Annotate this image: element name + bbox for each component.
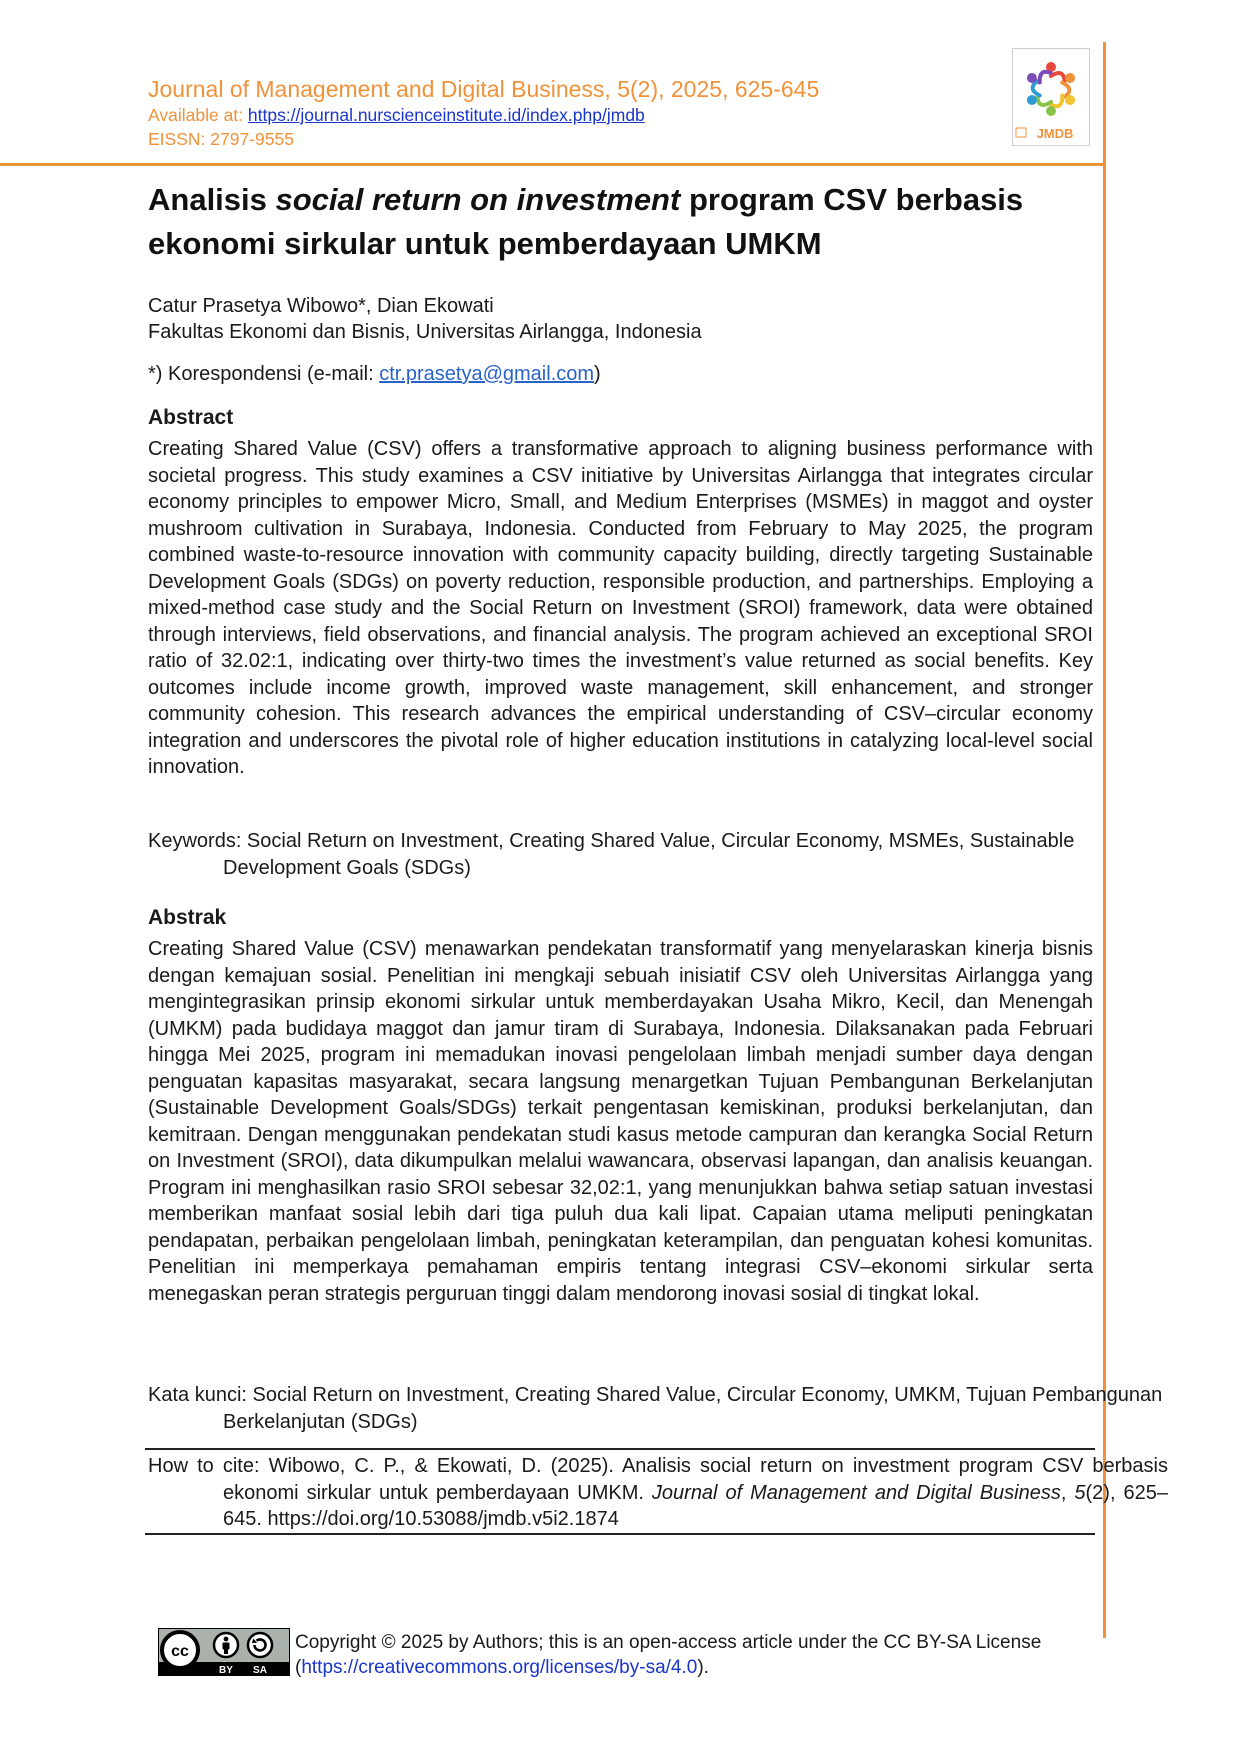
- license-text-2: ).: [697, 1657, 709, 1678]
- journal-logo: [1012, 48, 1090, 146]
- available-label: Available at:: [148, 105, 248, 125]
- logo-figure-body: [1037, 97, 1051, 105]
- abstrak-heading: Abstrak: [148, 906, 227, 929]
- authors: Catur Prasetya Wibowo*, Dian Ekowati: [148, 295, 494, 317]
- logo-figure-head: [1065, 73, 1075, 83]
- keywords-id: Kata kunci: Social Return on Investment, Creating Shared Value, Circular Economy, UMKM, Tujuan Pembangunan Berkelanjutan (SDGs): [148, 1384, 1163, 1433]
- cc-by-sa-badge: [158, 1628, 290, 1676]
- journal-url-link[interactable]: https://journal.nurscienceinstitute.id/index.php/jmdb: [247, 105, 645, 125]
- availability-line: [148, 105, 645, 126]
- logo-figure-head: [1027, 73, 1037, 83]
- cite-journal: Journal of Management and Digital Business: [651, 1481, 1061, 1504]
- title-italic: social return on investment: [275, 182, 681, 217]
- cc-icon: [162, 1632, 198, 1668]
- cite-part-1: How to cite: Wibowo, C. P., & Ekowati, D. (2025). Analisis social return on investment program CSV berbasis ekonomi sirkular untuk pemberdayaan UMKM.: [148, 1455, 1168, 1504]
- correspondence-prefix: *) Korespondensi (e-mail:: [148, 363, 380, 385]
- badge-sa-label: SA: [253, 1665, 267, 1676]
- jmdb-logo-icon: [1013, 49, 1089, 145]
- logo-figure-head: [1065, 95, 1075, 105]
- cite-sep: ,: [1060, 1481, 1075, 1504]
- correspondence: [148, 363, 601, 386]
- license-link[interactable]: https://creativecommons.org/licenses/by-sa/4.0: [301, 1657, 698, 1678]
- logo-figure-body: [1040, 72, 1051, 83]
- header-rule: [0, 163, 1106, 166]
- citation-top-rule: [145, 1448, 1095, 1450]
- logo-figure-body: [1051, 96, 1062, 107]
- cc-text: cc: [171, 1643, 189, 1660]
- abstrak-text: Creating Shared Value (CSV) menawarkan pendekatan transformatif yang menyelaraskan kinerja bisnis dengan kemajuan sosial. Penelitian ini mengkaji sebuah inisiatif CSV oleh Universitas Airlangga yang mengintegrasikan prinsip ekonomi sirkular untuk memberdayakan Usaha Mikro, Kecil, dan Menengah (UMKM) pada budidaya maggot dan jamur tiram di Surabaya, Indonesia. Dilaksanakan pada Februari hingga Mei 2025, program ini memadukan inovasi pengelolaan limbah menjadi sumber daya dengan penguatan kapasitas masyarakat, secara langsung menargetkan Tujuan Pembangunan Berkelanjutan (Sustainable Development Goals/SDGs) terkait pengentasan kemiskinan, produksi berkelanjutan, dan kemitraan. Dengan menggunakan pendekatan studi kasus metode campuran dan kerangka Social Return on Investment (SROI), data dikumpulkan melalui wawancara, observasi lapangan, dan analisis keuangan. Program ini menghasilkan rasio SROI sebesar 32,02:1, yang menunjukkan bahwa setiap satuan investasi memberikan manfaat sosial lebih dari tiga puluh dua kali lipat. Capaian utama meliputi peningkatan pendapatan, perbaikan pengelolaan limbah, peningkatan keterampilan, dan penguatan kohesi komunitas. Penelitian ini memperkaya pemahaman empiris tentang integrasi CSV–ekonomi sirkular serta menegaskan peran strategis perguruan tinggi dalam mendorong inovasi sosial di tingkat lokal.: [148, 938, 1093, 1305]
- logo-figure-head: [1027, 95, 1037, 105]
- abstract-heading: Abstract: [148, 406, 234, 429]
- citation-bottom-rule: [145, 1533, 1095, 1535]
- by-attribution-icon: [214, 1633, 238, 1657]
- license-text-1: Copyright © 2025 by Authors; this is an open-access article under the CC BY-SA License (: [295, 1632, 1042, 1678]
- title-part-1: Analisis: [148, 182, 276, 217]
- journal-title: Journal of Management and Digital Business, 5(2), 2025, 625-645: [148, 76, 820, 102]
- badge-by-label: BY: [219, 1665, 233, 1676]
- sa-share-alike-icon: [248, 1633, 272, 1657]
- cite-part-2: (2), 625–645. https://doi.org/10.53088/jmdb.v5i2.1874: [223, 1481, 1168, 1530]
- title-part-2: program CSV berbasis ekonomi sirkular untuk pemberdayaan UMKM: [148, 182, 1024, 261]
- affiliation: Fakultas Ekonomi dan Bisnis, Universitas Airlangga, Indonesia: [148, 321, 702, 343]
- email-link[interactable]: ctr.prasetya@gmail.com: [379, 363, 595, 385]
- how-to-cite: [148, 1453, 1168, 1533]
- copyright-notice: [295, 1630, 1095, 1680]
- logo-text: JMDB: [1036, 126, 1074, 141]
- correspondence-suffix: ): [594, 363, 601, 385]
- abstract-text: Creating Shared Value (CSV) offers a transformative approach to aligning business performance with societal progress. This study examines a CSV initiative by Universitas Airlangga that integrates circular economy principles to empower Micro, Small, and Medium Enterprises (MSMEs) in maggot and oyster mushroom cultivation in Surabaya, Indonesia. Conducted from February to May 2025, the program combined waste-to-resource innovation with community capacity building, directly targeting Sustainable Development Goals (SDGs) on poverty reduction, responsible production, and partnerships. Employing a mixed-method case study and the Social Return on Investment (SROI) framework, data were obtained through interviews, field observations, and financial analysis. The program achieved an exceptional SROI ratio of 32.02:1, indicating over thirty-two times the investment’s value returned as social benefits. Key outcomes include income growth, improved waste management, skill enhancement, and stronger community cohesion. This research advances the empirical understanding of CSV–circular economy integration and underscores the pivotal role of higher education institutions in catalyzing local-level social innovation.: [148, 438, 1093, 778]
- logo-figure-body: [1051, 73, 1065, 81]
- eissn: EISSN: 2797-9555: [148, 129, 294, 149]
- keywords-en: Keywords: Social Return on Investment, Creating Shared Value, Circular Economy, MSMEs, Sustainable Development Goals (SDGs): [148, 830, 1075, 879]
- logo-figure-head: [1046, 106, 1056, 116]
- cite-volume: 5: [1074, 1481, 1086, 1504]
- paper-title: [148, 178, 1088, 266]
